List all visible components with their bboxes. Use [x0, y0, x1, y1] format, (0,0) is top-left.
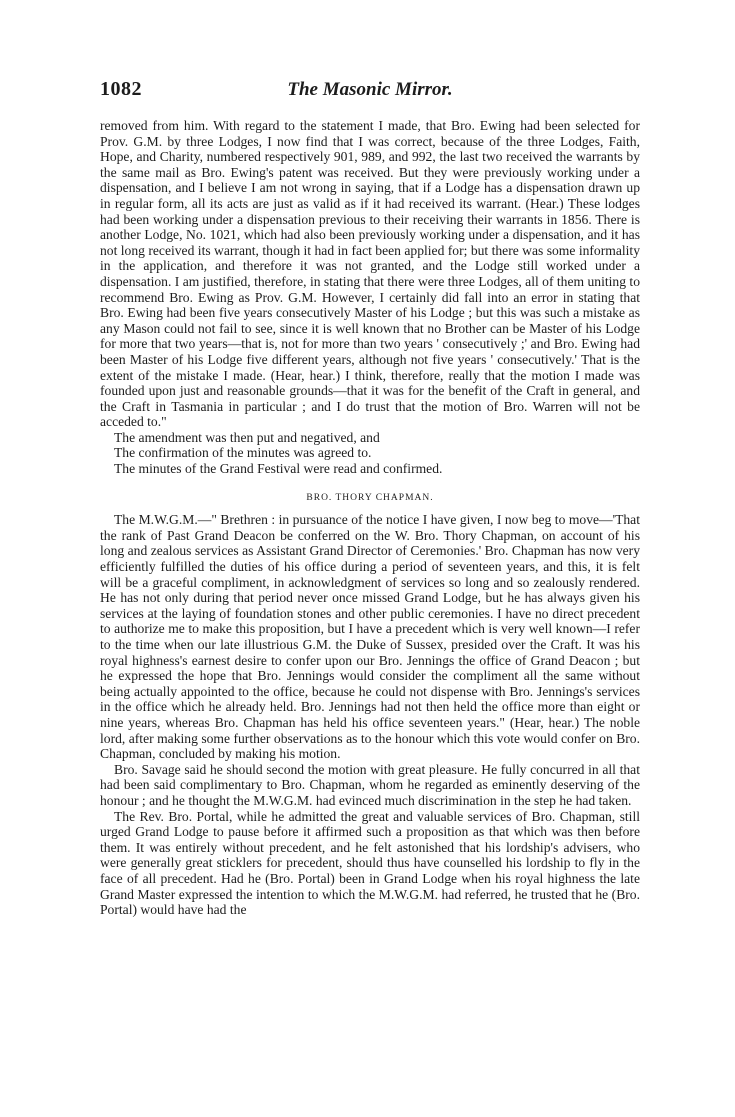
- paragraph-ewing-speech: removed from him. With regard to the statement I made, that Bro. Ewing had been selected for Prov. G.M. by three Lodges, I now find that I was correct, because of the three Lodges, Faith, Hope, and Charity, numbered respectively 901, 989, and 992, the last two received the warrants by the same mail as Bro. Ewing's patent was received. But they were previously working under a dispensation, and I believe I am not wrong in saying, that if a Lodge has a dispensation drawn up in regular form, all its acts are just as valid as if it had received its warrant. (Hear.) These lodges had been working under a dispensation previous to their receiving their warrants in 1856. There is another Lodge, No. 1021, which had also been previously working under a dispensation, and it has not long received its warrant, though it had in fact been applied for; but there was some informality in the application, and therefore it was not granted, and the Lodge still worked under a dispensation. I am justified, therefore, in stating that there were three Lodges, all of them uniting to recommend Bro. Ewing as Prov. G.M. However, I certainly did fall into an error in stating that Bro. Ewing had been five years consecutively Master of his Lodge ; but this was such a mistake as any Mason could not fail to see, since it is well known that no Brother can be Master of his Lodge for more that two years—that is, not for more than two years ' consecutively ;' and Bro. Ewing had been Master of his Lodge five different years, although not five years ' consecutively.' That is the extent of the mistake I made. (Hear, hear.) I think, therefore, really that the motion I made was founded upon just and reasonable grounds—that it was for the benefit of the Craft in general, and the Craft in Tasmania in particular ; and I do trust that the motion of Bro. Warren will not be acceded to.": [100, 118, 640, 430]
- paragraph-confirmation: The confirmation of the minutes was agreed to.: [114, 445, 372, 461]
- paragraph-grand-festival: The minutes of the Grand Festival were read and confirmed.: [114, 461, 443, 477]
- running-title: The Masonic Mirror.: [287, 79, 453, 100]
- document-page: [100, 78, 640, 918]
- page-header: [100, 78, 640, 108]
- paragraph-mwgm-motion: The M.W.G.M.—" Brethren : in pursuance of the notice I have given, I now beg to move—'That the rank of Past Grand Deacon be conferred on the W. Bro. Thory Chapman, on account of his long and zealous services as Assistant Grand Director of Ceremonies.' Bro. Chapman has now very efficiently fulfilled the duties of his office during a period of seventeen years, and this, it is felt will be a graceful compliment, in acknowledgment of services so long and so zealously rendered. He has not only during that period never once missed Grand Lodge, but he has always given his services at the laying of foundation stones and other public ceremonies. I have no direct precedent to authorize me to make this proposition, but I have a precedent which is very well known—I refer to the time when our late illustrious G.M. the Duke of Sussex, presided over the Craft. It was his royal highness's earnest desire to confer upon our Bro. Jennings the office of Grand Deacon ; but he expressed the hope that Bro. Jennings would consider the compliment all the same without being actually appointed to the office, because he could not dispense with Bro. Jennings's services in the office which he already held. Bro. Jennings had not then held the office more than eight or nine years, whereas Bro. Chapman has held his office seventeen years." (Hear, hear.) The noble lord, after making some further observations as to the honour which this vote would confer on Bro. Chapman, concluded by making his motion.: [100, 512, 640, 762]
- page-number: 1082: [100, 78, 142, 100]
- paragraph-portal: The Rev. Bro. Portal, while he admitted the great and valuable services of Bro. Chapman, still urged Grand Lodge to pause before it affirmed such a proposition as that which was then before them. It was entirely without precedent, and he felt astonished that his lordship's advisers, who were generally great sticklers for precedent, should thus have counselled his lordship to fly in the face of all precedent. Had he (Bro. Portal) been in Grand Lodge when his royal highness the late Grand Master expressed the intention to which the M.W.G.M. had referred, he trusted that he (Bro. Portal) would have had the: [100, 808, 640, 918]
- article-body: [100, 118, 640, 918]
- paragraph-savage: Bro. Savage said he should second the motion with great pleasure. He fully concurred in all that had been said complimentary to Bro. Chapman, whom he regarded as eminently deserving of the honour ; and he thought the M.W.G.M. had evinced much discrimination in the step he had taken.: [100, 761, 640, 808]
- section-heading: BRO. THORY CHAPMAN.: [306, 492, 434, 503]
- paragraph-amendment: The amendment was then put and negatived, and: [114, 429, 380, 445]
